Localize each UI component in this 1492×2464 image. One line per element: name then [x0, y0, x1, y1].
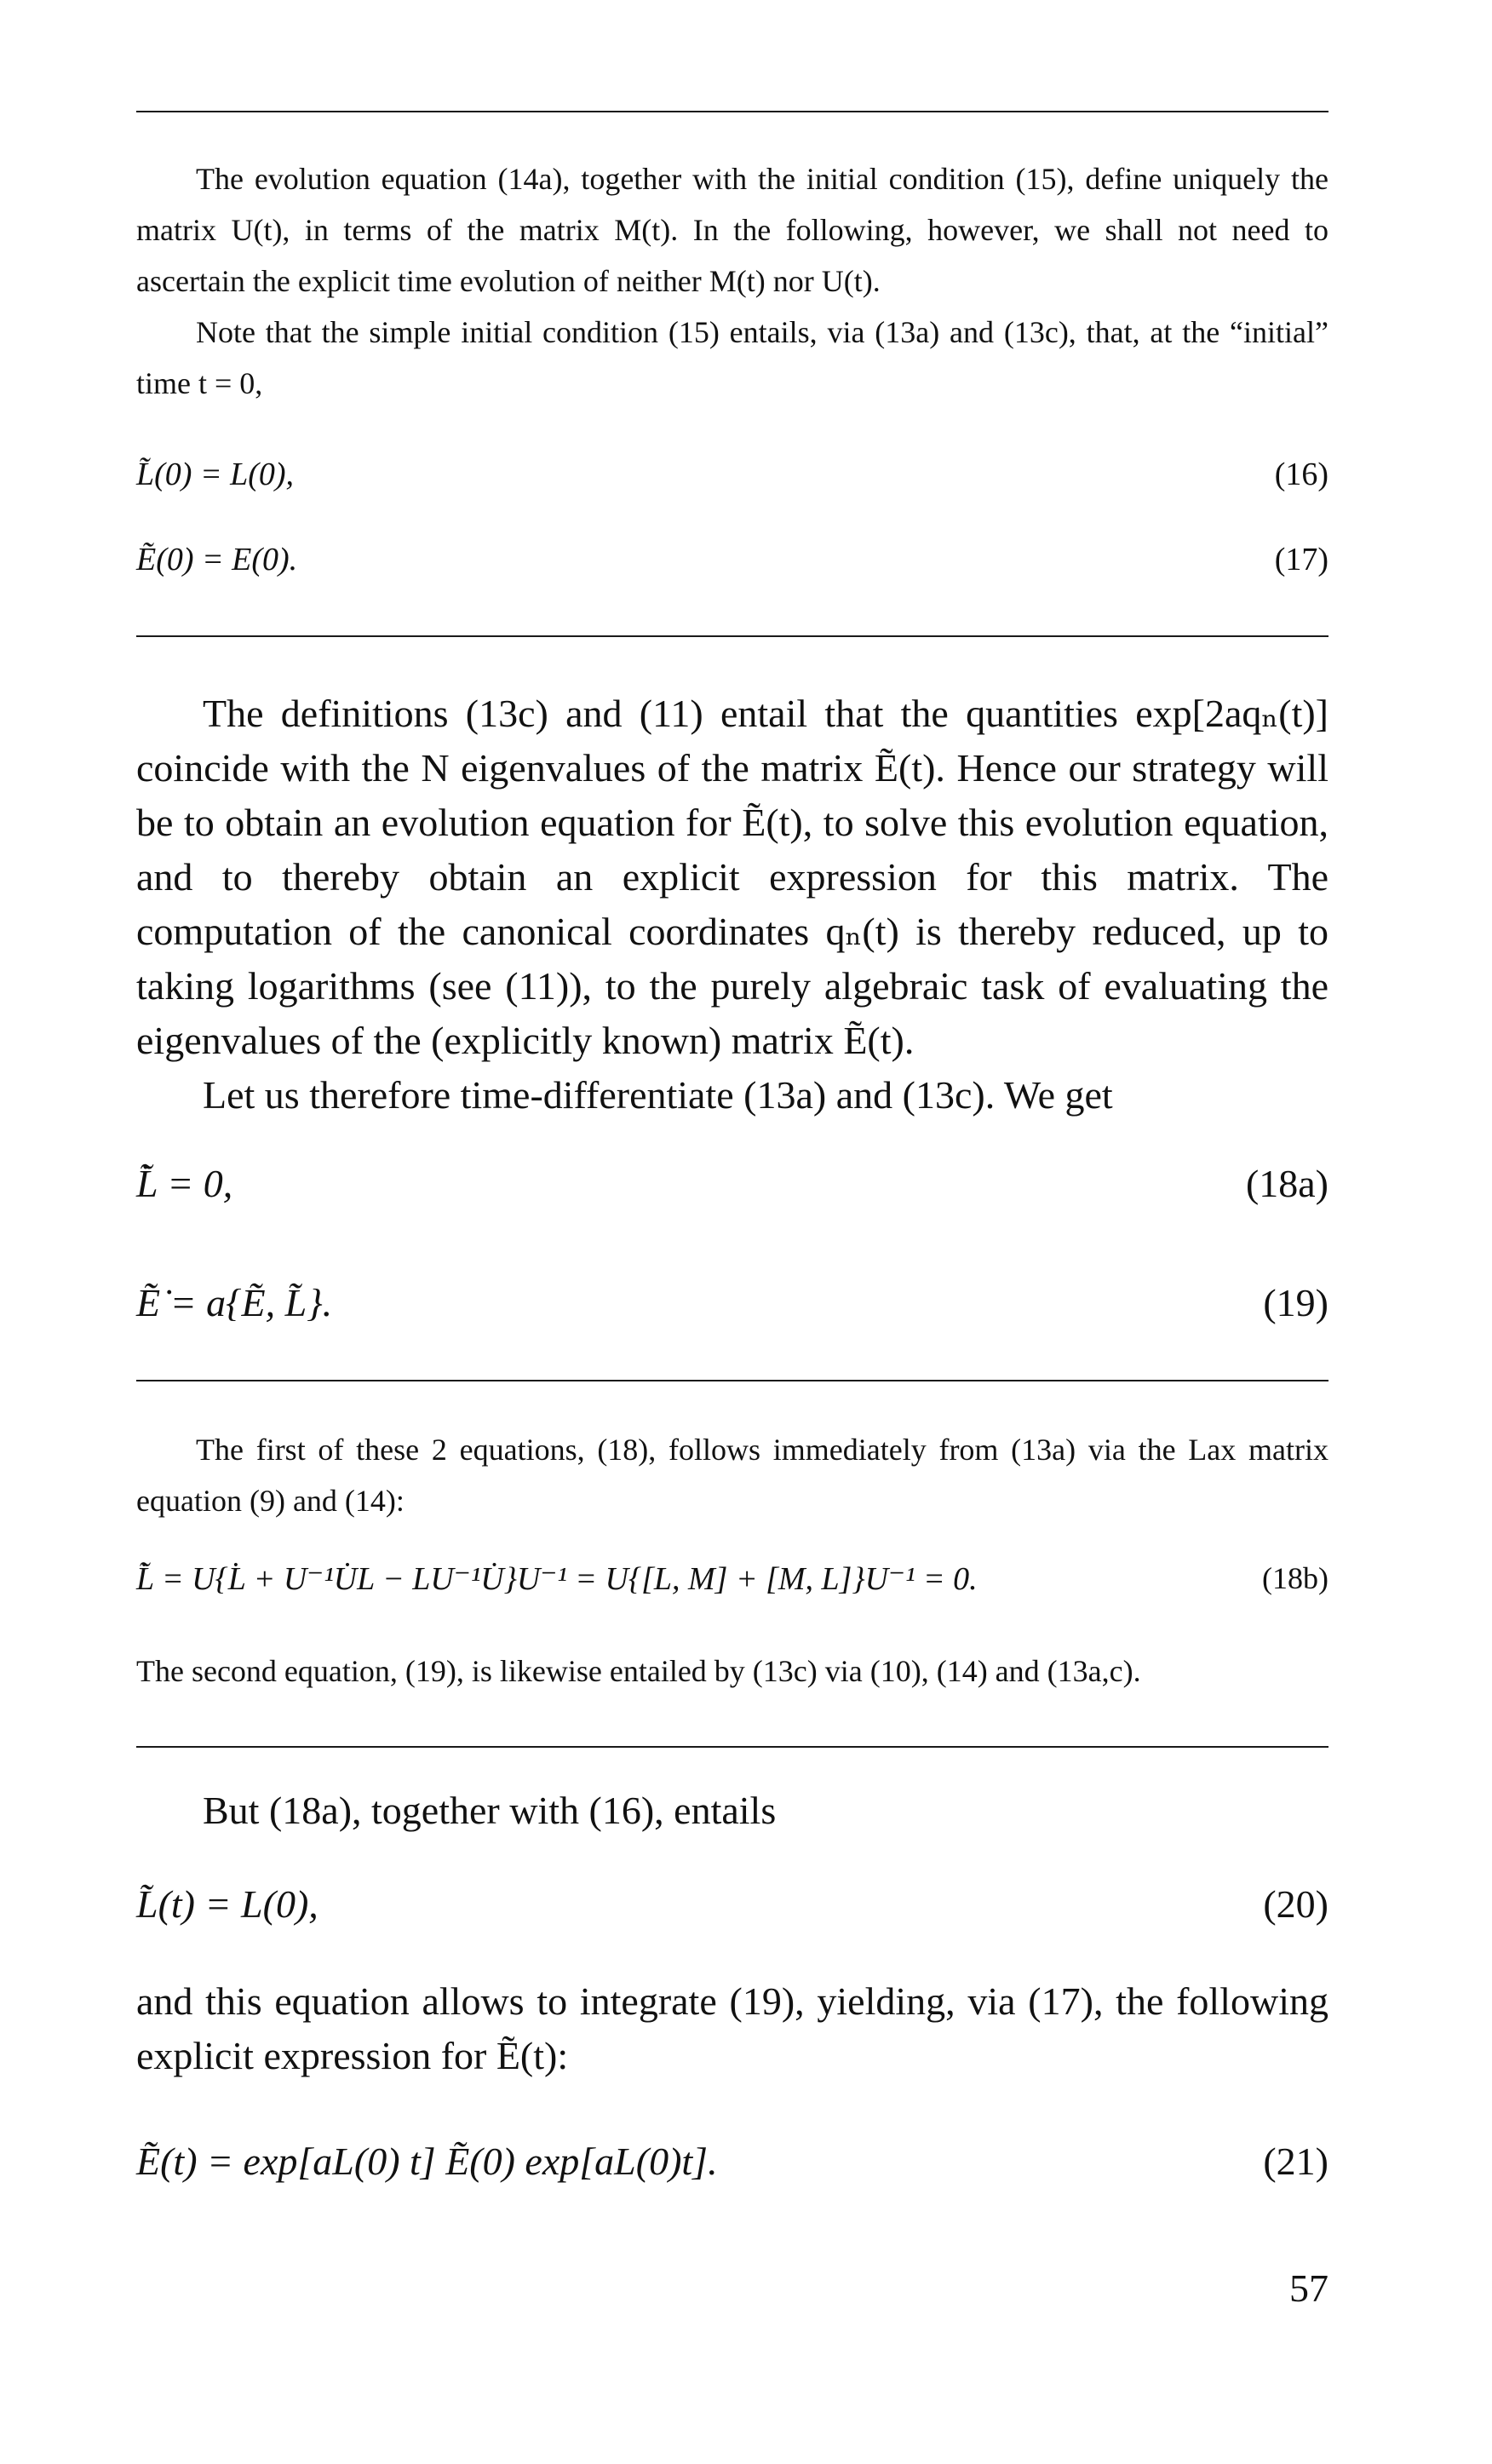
section-rule-2 — [136, 1380, 1328, 1381]
section2-text — [136, 686, 1328, 1123]
section4-paragraph-1: But (18a), together with (16), entails — [203, 1789, 777, 1832]
equation-17-number: (17) — [1274, 542, 1328, 577]
equation-21-number: (21) — [1263, 2139, 1328, 2183]
section1-paragraph-1: The evolution equation (14a), together with the initial condition (15), define uniquely the matrix U(t), in terms of the matrix M(t). In the following, however, we shall not need to ascertain the explicit time evolution of neither M(t) nor U(t). — [136, 162, 1328, 298]
equation-18b-row — [136, 1548, 1328, 1608]
section3-text — [136, 1424, 1328, 1526]
section4-paragraph-2: and this equation allows to integrate (19), yielding, via (17), the following explicit expression for Ẽ(t): — [136, 1979, 1328, 2077]
equation-18a-row — [136, 1153, 1328, 1213]
equation-19: Ẽ̇ = a{Ẽ, L̃}. — [136, 1280, 333, 1324]
section1-paragraph-2: Note that the simple initial condition (15) entails, via (13a) and (13c), that, at the “initial” time t = 0, — [136, 315, 1328, 400]
section3-paragraph-2: The second equation, (19), is likewise entailed by (13c) via (10), (14) and (13a,c). — [136, 1654, 1141, 1688]
equation-18a-number: (18a) — [1245, 1161, 1328, 1205]
equation-20-number: (20) — [1263, 1881, 1328, 1926]
equation-17: Ẽ(0) = E(0). — [136, 542, 298, 577]
section-rule-3 — [136, 1746, 1328, 1748]
equation-17-row — [136, 530, 1328, 589]
equation-18a: L̃̇ = 0, — [136, 1161, 233, 1205]
section4-text-2 — [136, 1974, 1328, 2083]
section-rule-1 — [136, 635, 1328, 637]
section2-paragraph-2: Let us therefore time-differentiate (13a) and (13c). We get — [203, 1073, 1113, 1117]
equation-21-row — [136, 2131, 1328, 2191]
equation-16: L̃(0) = L(0), — [136, 457, 295, 492]
equation-18b: L̃̇ = U{L̇ + U⁻¹U̇L − LU⁻¹U̇}U⁻¹ = U{[L, M] + [M, L]}U⁻¹ = 0. — [136, 1560, 978, 1597]
page-number: 57 — [1289, 2266, 1328, 2310]
section2-paragraph-1: The definitions (13c) and (11) entail that the quantities exp[2aqₙ(t)] coincide with the N eigenvalues of the matrix Ẽ(t). Hence our strategy will be to obtain an evolution equation for Ẽ(t), to solve this evolution equation, and to thereby obtain an explicit expression for this matrix. The computation of the canonical coordinates qₙ(t) is thereby reduced, up to taking logarithms (see (11)), to the purely algebraic task of evaluating the eigenvalues of the (explicitly known) matrix Ẽ(t). — [136, 692, 1328, 1062]
equation-19-number: (19) — [1263, 1280, 1328, 1324]
equation-19-row — [136, 1272, 1328, 1332]
equation-16-row — [136, 445, 1328, 504]
top-rule — [136, 111, 1328, 112]
equation-20: L̃(t) = L(0), — [136, 1881, 318, 1926]
section4-text — [136, 1783, 1328, 1838]
section3-text-2 — [136, 1646, 1328, 1697]
equation-18b-number: (18b) — [1262, 1561, 1328, 1595]
equation-21: Ẽ(t) = exp[aL(0) t] Ẽ(0) exp[aL(0)t]. — [136, 2139, 718, 2183]
equation-20-row — [136, 1874, 1328, 1933]
section1-text — [136, 153, 1328, 409]
equation-16-number: (16) — [1274, 457, 1328, 492]
section3-paragraph-1: The first of these 2 equations, (18), follows immediately from (13a) via the Lax matrix equation (9) and (14): — [136, 1433, 1328, 1518]
